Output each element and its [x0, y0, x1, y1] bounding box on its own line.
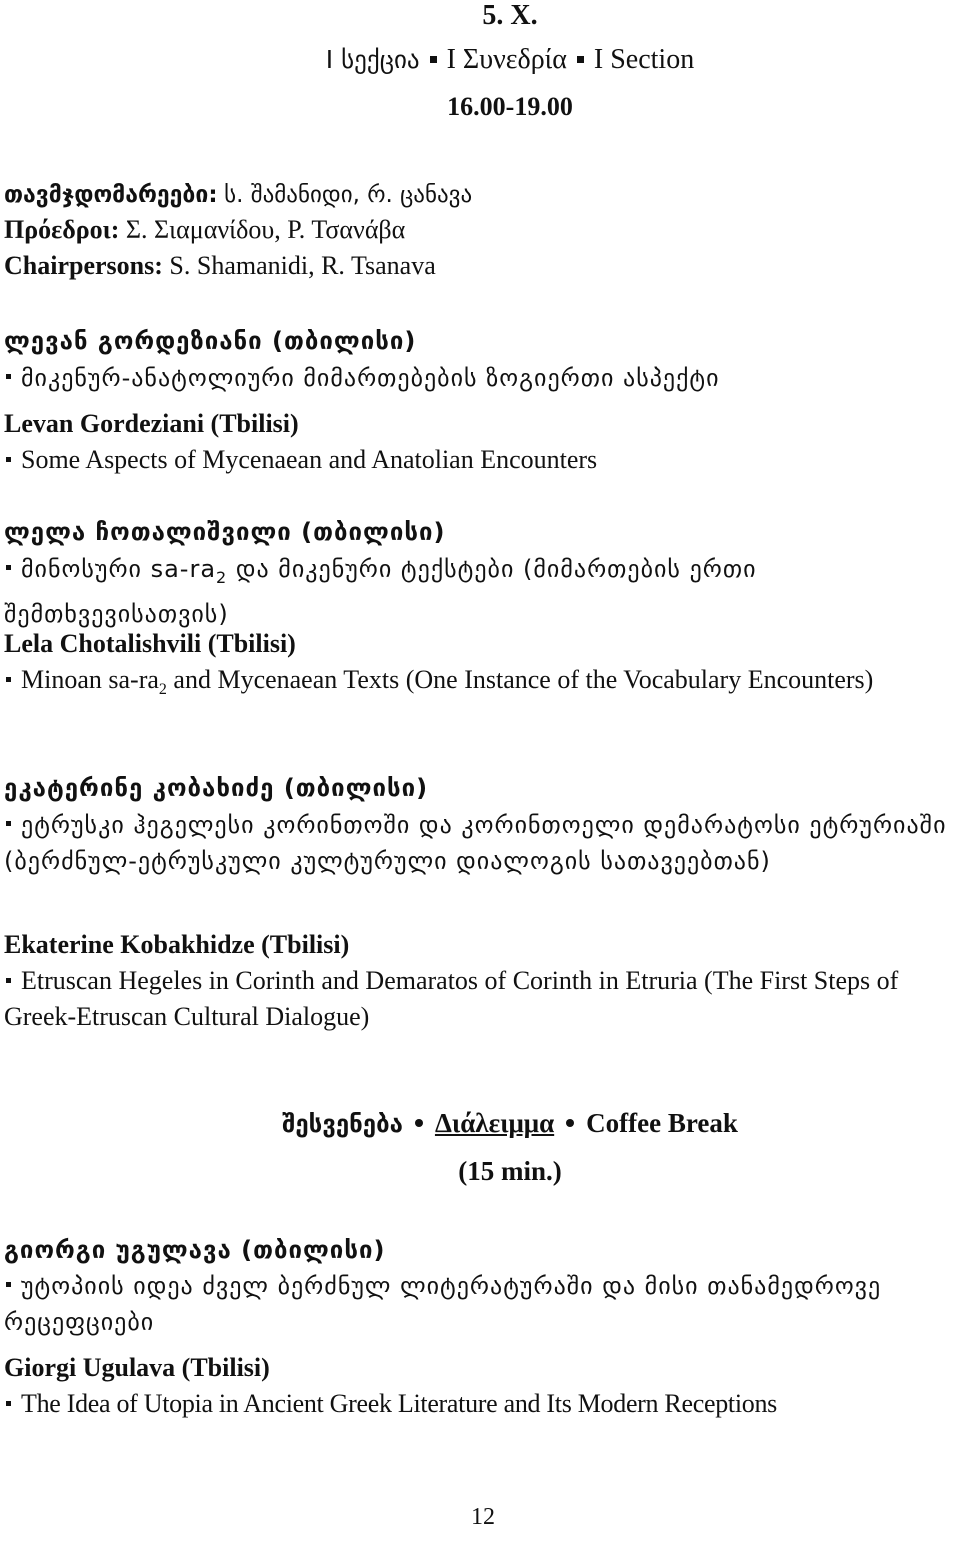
talk-2-title-ka-b: და მიკენური ტექსტები (მიმართების ერთი შემთხვევისათვის): [4, 555, 757, 628]
chairs-en-names: S. Shamanidi, R. Tsanava: [169, 251, 436, 280]
talk-3-author-ka: ეკატერინე კობახიძე (თბილისი): [4, 774, 429, 802]
section-title-el: I Συνεδρία: [446, 44, 567, 75]
square-bullet-icon: [6, 1401, 11, 1406]
talk-2-title-ka: [4, 551, 956, 632]
chairs-ka-label: თავმჯდომარეები:: [4, 182, 218, 208]
square-bullet-icon: [577, 56, 584, 63]
talk-1-title-ka-text: მიკენურ-ანატოლიური მიმართებების ზოგიერთი ასპექტი: [21, 364, 720, 392]
square-bullet-icon: [6, 978, 11, 983]
session-date: 5. X.: [482, 0, 538, 31]
chairs-el: [4, 212, 956, 248]
talk-4-title-en: [4, 1386, 956, 1422]
chairs-el-label: Πρόεδροι:: [4, 215, 120, 244]
talk-1-title-en-text: Some Aspects of Mycenaean and Anatolian Encounters: [21, 445, 598, 474]
section-title: [0, 44, 960, 76]
talk-3-title-ka: [4, 807, 956, 879]
chairs-ka-names: ს. შამანიდი, რ. ცანავა: [224, 182, 473, 208]
dot-bullet-icon: [566, 1119, 574, 1127]
talk-3-title-ka-text: ეტრუსკი ჰეგელესი კორინთოში და კორინთოელი დემარატოსი ეტრურიაში (ბერძნულ-ეტრუსკული კულტურული დიალოგის სათავეებთან): [4, 811, 947, 875]
talk-4-author-en: Giorgi Ugulava (Tbilisi): [4, 1353, 270, 1382]
talk-1-author-ka: ლევან გორდეზიანი (თბილისი): [4, 327, 417, 355]
square-bullet-icon: [6, 565, 11, 570]
talk-2-title-ka-sub: 2: [216, 567, 228, 587]
square-bullet-icon: [6, 677, 11, 682]
talk-1-author-en: Levan Gordeziani (Tbilisi): [4, 409, 299, 438]
talk-2-title-ka-a: მინოსური sa-ra: [21, 555, 217, 583]
square-bullet-icon: [6, 1282, 11, 1287]
talk-2-title-en: [4, 662, 956, 708]
coffee-break-en: Coffee Break: [586, 1108, 738, 1138]
session-time: 16.00-19.00: [447, 92, 573, 121]
chairs-en-label: Chairpersons:: [4, 251, 163, 280]
talk-4-title-ka-text: უტოპიის იდეა ძველ ბერძნულ ლიტერატურაში და მისი თანამედროვე რეცეფციები: [4, 1272, 882, 1336]
talk-3-title-en-text: Etruscan Hegeles in Corinth and Demaratos of Corinth in Etruria (The First Steps of Greek-Etruscan Cultural Dialogue): [4, 966, 899, 1031]
talk-3-author-en: Ekaterine Kobakhidze (Tbilisi): [4, 930, 350, 959]
talk-3-title-en: [4, 963, 956, 1035]
talk-2-author-ka: ლელა ჩოთალიშვილი (თბილისი): [4, 518, 446, 546]
square-bullet-icon: [6, 374, 11, 379]
dot-bullet-icon: [415, 1119, 423, 1127]
coffee-break: [0, 1108, 960, 1139]
talk-2-title-en-b: and Mycenaean Texts (One Instance of the Vocabulary Encounters): [166, 665, 874, 694]
talk-2-title-en-sub: 2: [158, 681, 167, 699]
talk-4-title-en-text: The Idea of Utopia in Ancient Greek Literature and Its Modern Receptions: [21, 1389, 777, 1418]
talk-2-author-en: Lela Chotalishvili (Tbilisi): [4, 629, 296, 658]
square-bullet-icon: [6, 821, 11, 826]
chairs-el-names: Σ. Σιαμανίδου, Ρ. Τσανάβα: [125, 215, 406, 244]
talk-1-title-en: [4, 442, 956, 478]
section-title-ka: I სექცია: [325, 45, 420, 74]
square-bullet-icon: [430, 56, 437, 63]
chairs-ka: [4, 176, 956, 213]
talk-1-title-ka: [4, 360, 956, 396]
talk-4-author-ka: გიორგი უგულავა (თბილისი): [4, 1236, 386, 1264]
coffee-break-ka: შესვენება: [282, 1110, 403, 1138]
section-title-en: I Section: [593, 44, 695, 75]
page-number: 12: [471, 1504, 495, 1530]
chairs-en: [4, 248, 956, 284]
talk-4-title-ka: [4, 1268, 956, 1340]
coffee-break-duration: (15 min.): [458, 1156, 562, 1186]
coffee-break-el: Διάλειμμα: [434, 1108, 555, 1138]
square-bullet-icon: [6, 457, 11, 462]
talk-2-title-en-a: Minoan sa-ra: [21, 665, 159, 694]
